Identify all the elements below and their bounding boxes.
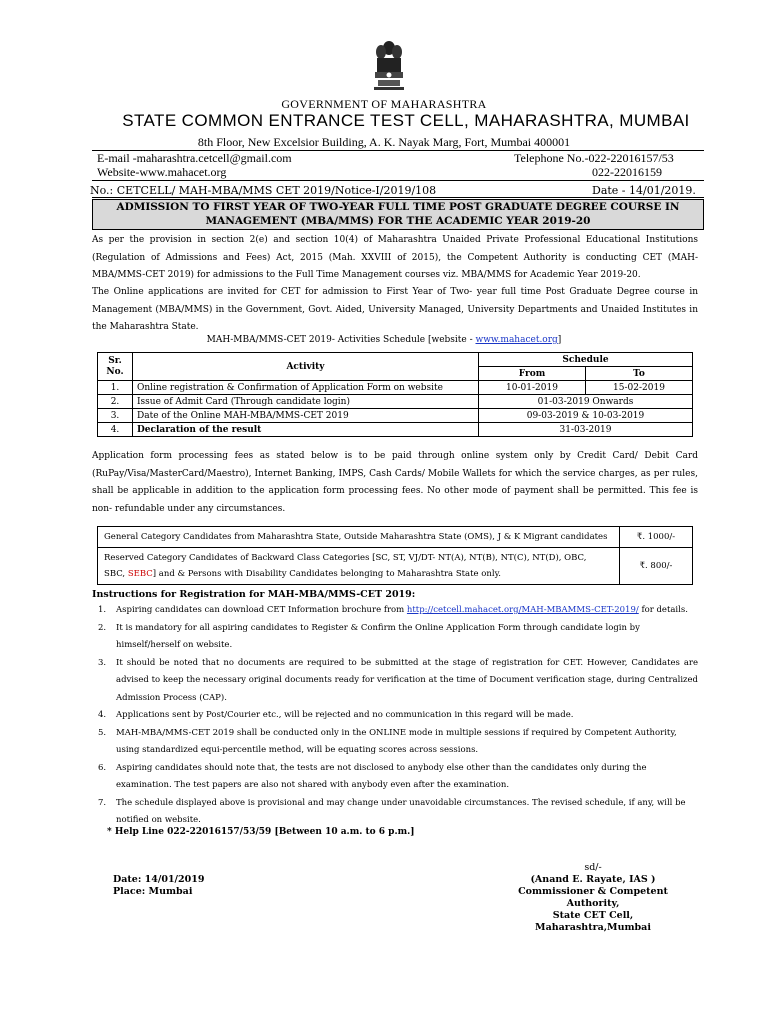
- header-activity: Activity: [133, 353, 479, 381]
- list-item: 4. Applications sent by Post/Courier etc., will be rejected and no communication in this regard will be made.: [98, 710, 574, 720]
- list-item: 6. Aspiring candidates should note that, the tests are not disclosed to anybody else other than the candidates only during the examination. The test papers are also not shared with anybody even after the examination.: [98, 762, 647, 790]
- table-row: 2. Issue of Admit Card (Through candidate login) 01-03-2019 Onwards: [98, 395, 693, 409]
- signature-block: [498, 862, 688, 934]
- general-category-text: General Category Candidates from Maharashtra State, Outside Maharashtra State (OMS), J & K Migrant candidates: [98, 527, 620, 548]
- reference-number: No.: CETCELL/ MAH-MBA/MMS CET 2019/Notice-I/2019/108: [90, 184, 437, 197]
- schedule-table: [97, 352, 693, 437]
- paragraph-applications: The Online applications are invited for CET for admission to First Year of Two- year full time Post Graduate Degree course in Management (MBA/MMS) in the Government, Govt. Aided, University Managed, University Departments and Unaided Institutes in the Maharashtra State.: [92, 287, 698, 332]
- list-item: 2. It is mandatory for all aspiring candidates to Register & Confirm the Online Application Form through candidate login by himself/herself on website.: [98, 622, 640, 650]
- website-text: Website-www.mahacet.org: [97, 165, 227, 179]
- footer-date-place: [113, 874, 204, 898]
- office-title: STATE COMMON ENTRANCE TEST CELL, MAHARASHTRA, MUMBAI: [122, 111, 690, 130]
- website-link[interactable]: www.mahacet.org: [475, 335, 558, 345]
- government-title: GOVERNMENT OF MAHARASHTRA: [281, 97, 487, 111]
- signature-mark: sd/-: [584, 862, 602, 873]
- fee-table: [97, 526, 693, 585]
- table-row: 3. Date of the Online MAH-MBA/MMS-CET 2019 09-03-2019 & 10-03-2019: [98, 409, 693, 423]
- divider: [92, 197, 704, 198]
- table-row: 1. Online registration & Confirmation of Application Form on website 10-01-2019 15-02-2019: [98, 381, 693, 395]
- list-item: 7. The schedule displayed above is provisional and may change under unavoidable circumstances. The revised schedule, if any, will be notified on website.: [98, 797, 686, 825]
- footer-date: Date: 14/01/2019: [113, 874, 205, 885]
- signatory-designation: Commissioner & Competent Authority,: [518, 886, 668, 909]
- state-emblem-icon: [372, 40, 406, 92]
- telephone-text-2: 022-22016159: [592, 165, 662, 179]
- brochure-link[interactable]: http://cetcell.mahacet.org/MAH-MBAMMS-CET-2019/: [406, 605, 639, 615]
- banner-line-1: ADMISSION TO FIRST YEAR OF TWO-YEAR FULL TIME POST GRADUATE DEGREE COURSE IN: [116, 201, 680, 213]
- telephone-text: Telephone No.-022-22016157/53: [514, 151, 674, 165]
- general-fee: ₹. 1000/-: [620, 527, 693, 548]
- table-row: 4. Declaration of the result 31-03-2019: [98, 423, 693, 437]
- signatory-office: State CET Cell, Maharashtra,Mumbai: [535, 910, 651, 933]
- table-row: [98, 548, 693, 585]
- reserved-category-text: Reserved Category Candidates of Backward Class Categories [SC, ST, VJ/DT- NT(A), NT(B), NT(C), NT(D), OBC, SBC, SEBC] and & Persons with Disability Candidates belonging to Maharashtra State only.: [98, 548, 620, 585]
- list-item: 3. It should be noted that no documents are required to be submitted at the stage of registration for CET. However, Candidates are advised to keep the necessary original documents ready for verification at the time of Document verification stage, during Centralized Admission Process (CAP).: [98, 657, 698, 703]
- banner-line-2: MANAGEMENT (MBA/MMS) FOR THE ACADEMIC YEAR 2019-20: [205, 215, 591, 227]
- schedule-title: MAH-MBA/MMS-CET 2019- Activities Schedule [website - www.mahacet.org]: [206, 335, 562, 345]
- header-to: To: [586, 367, 693, 381]
- footer-place: Place: Mumbai: [113, 886, 193, 897]
- paragraph-provision: As per the provision in section 2(e) and section 10(4) of Maharashtra Unaided Private Professional Educational Institutions (Regulation of Admissions and Fees) Act, 2015 (Mah. XXVIII of 2015), the Competent Authority is conducting CET (MAH-MBA/MMS-CET 2019) for admissions to the Full Time Management courses viz. MBA/MMS for Academic Year 2019-20.: [92, 235, 698, 280]
- signatory-name: (Anand E. Rayate, IAS ): [530, 874, 656, 885]
- header-schedule: Schedule: [479, 353, 693, 367]
- email-text: E-mail -maharashtra.cetcell@gmail.com: [97, 151, 292, 165]
- instructions-list: [92, 602, 698, 830]
- header-sr: Sr. No.: [98, 353, 133, 381]
- table-row: [98, 527, 693, 548]
- list-item: 5. MAH-MBA/MMS-CET 2019 shall be conducted only in the ONLINE mode in multiple sessions if required by Competent Authority, using standardized equi-percentile method, will be equating scores across sessions.: [98, 727, 677, 755]
- divider: [92, 180, 704, 181]
- notice-banner: [92, 199, 704, 230]
- list-item: 1. Aspiring candidates can download CET Information brochure from http://cetcell.mahacet.org/MAH-MBAMMS-CET-2019/ for details.: [98, 605, 688, 615]
- instructions-heading: Instructions for Registration for MAH-MBA/MMS-CET 2019:: [92, 589, 416, 600]
- reserved-fee: ₹. 800/-: [620, 548, 693, 585]
- helpline-text: * Help Line 022-22016157/53/59 [Between 10 a.m. to 6 p.m.]: [107, 827, 415, 837]
- table-header-row: [98, 353, 693, 367]
- header-from: From: [479, 367, 586, 381]
- office-address: 8th Floor, New Excelsior Building, A. K. Nayak Marg, Fort, Mumbai 400001: [197, 135, 571, 149]
- notice-date: Date - 14/01/2019.: [592, 184, 696, 197]
- paragraph-fees: Application form processing fees as stated below is to be paid through online system only by Credit Card/ Debit Card (RuPay/Visa/MasterCard/Maestro), Internet Banking, IMPS, Cash Cards/ Mobile Wallets for which the service charges, as per rules, shall be applicable in addition to the application form processing fees. No other mode of payment shall be permitted. This fee is non- refundable under any circumstances.: [92, 451, 698, 514]
